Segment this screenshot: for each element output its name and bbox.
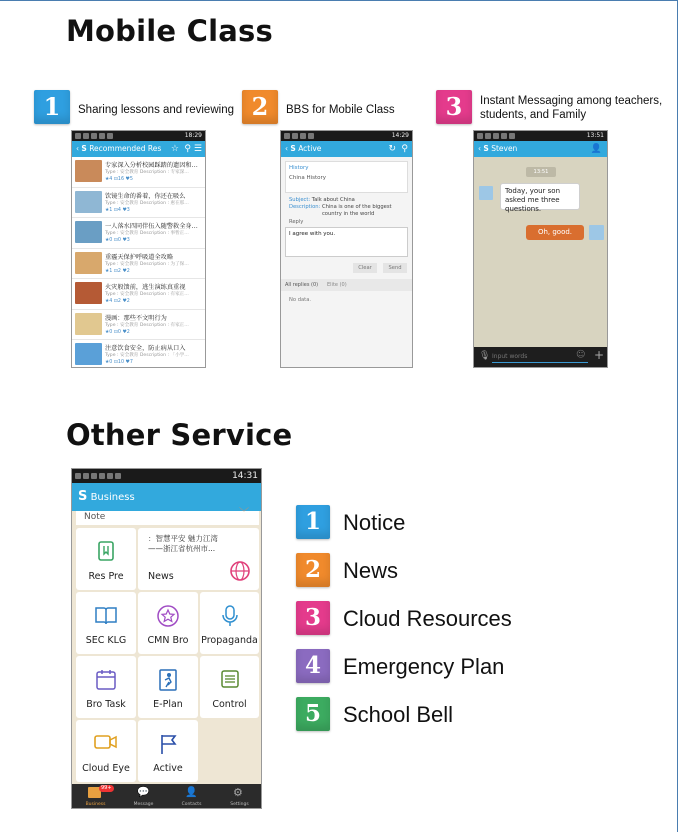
status-time: 18:29 [184, 132, 202, 139]
gear-icon: ⚙ [233, 786, 243, 799]
search-icon[interactable]: ⚲ [184, 144, 191, 154]
item-stats: ★1 ⊡2 ♥2 [105, 268, 130, 274]
resource-list [72, 157, 205, 368]
step-2-text: BBS for Mobile Class [286, 104, 395, 116]
grid-item-label: Propaganda [201, 635, 258, 646]
description-value: China is one of the biggest country in the world [321, 204, 392, 217]
item-desc: Type : 安全教育 Description : 专家深… [105, 170, 189, 175]
thumbnail-image [75, 221, 102, 243]
grid-item-label: Control [212, 699, 247, 710]
item-desc: Type : 安全教育 Description : 事暂正… [105, 231, 189, 236]
grid-item-propaganda[interactable] [200, 592, 259, 654]
plus-icon[interactable]: + [594, 348, 605, 362]
app-bar [72, 141, 205, 157]
item-stats: ★1 ⊡4 ♥3 [105, 207, 130, 213]
app-bar-title: Active [298, 144, 322, 153]
tab-label: Business [85, 802, 106, 807]
service-badge-3: 3 [296, 601, 330, 635]
item-stats: ★0 ⊡0 ♥2 [105, 329, 130, 335]
item-desc: Type : 安全教育 Description : 「小学… [105, 353, 189, 358]
thumbnail-image [75, 313, 102, 335]
star-icon[interactable]: ☆ [170, 144, 179, 154]
phone-business [71, 468, 262, 809]
app-logo-icon: S [78, 489, 88, 504]
app-logo-icon: S [483, 144, 489, 153]
item-desc: Type : 安全教育 Description : 为了保… [105, 261, 189, 267]
incoming-message: Today, your son asked me three questions. [500, 183, 580, 210]
tab-elite[interactable]: Elite (0) [327, 282, 347, 288]
list-item[interactable] [72, 310, 205, 341]
avatar [479, 186, 493, 200]
app-logo-icon: S [290, 144, 296, 153]
open-book-icon [94, 604, 118, 626]
calendar-icon [94, 668, 118, 692]
microphone-icon [219, 604, 241, 628]
grid-item-cloud-eye[interactable] [76, 720, 136, 782]
contact-icon[interactable]: 👤 [590, 144, 602, 154]
service-badge-5: 5 [296, 697, 330, 731]
app-bar-title: Recommended Res [89, 144, 162, 153]
item-title: 重霾天保护呼吸道全攻略 [105, 253, 174, 261]
reply-tabs [281, 279, 413, 291]
step-badge-2: 2 [242, 90, 278, 124]
tab-business[interactable] [72, 784, 119, 808]
outgoing-message: Oh, good. [526, 225, 584, 240]
status-bar [474, 131, 607, 141]
subject-label: Subject: [289, 197, 311, 203]
chat-input-bar [474, 347, 608, 367]
tab-settings[interactable] [216, 784, 262, 808]
list-item[interactable] [72, 279, 205, 310]
item-title: 注意饮食安全，防止病从口入 [105, 345, 186, 352]
bottom-tab-bar [72, 784, 262, 808]
mobile-class-heading: Mobile Class [66, 14, 273, 48]
history-label: History [289, 165, 309, 171]
globe-icon [229, 560, 251, 582]
grid-item-label: News [148, 571, 174, 582]
grid-item-label: SEC KLG [85, 635, 127, 646]
status-time: 14:31 [232, 471, 258, 481]
app-bar-title: Steven [491, 144, 518, 153]
item-title: 饮镜生命的番着，你还在吸么 [105, 192, 186, 200]
phone-chat [473, 130, 608, 368]
grid-area [72, 508, 262, 786]
history-value: China History [289, 175, 327, 181]
service-badge-2: 2 [296, 553, 330, 587]
reply-input[interactable]: I agree with you. [285, 227, 408, 257]
refresh-icon[interactable]: ↻ [388, 144, 396, 154]
status-bar [72, 131, 205, 141]
step-badge-1: 1 [34, 90, 70, 124]
step-badge-3: 3 [436, 90, 472, 124]
post-details [289, 197, 409, 218]
news-headline: ：智慧平安 魅力江湾——浙江省杭州市... [148, 534, 218, 553]
service-label: School Bell [343, 702, 454, 727]
note-strip[interactable] [76, 508, 259, 525]
status-time: 13:51 [586, 132, 604, 139]
service-label: Emergency Plan [343, 654, 505, 679]
notification-badge: 99+ [101, 785, 112, 791]
phone-recommended-res [71, 130, 206, 368]
app-bar [72, 483, 261, 511]
other-service-heading: Other Service [66, 418, 293, 452]
list-item[interactable] [72, 249, 205, 280]
grid-item-label: E-Plan [153, 699, 183, 710]
history-box [285, 161, 408, 193]
app-bar [281, 141, 412, 157]
chevron-down-icon: ﹀ [239, 508, 249, 519]
grid-item-res-pre[interactable] [76, 528, 136, 590]
thumbnail-image [75, 191, 102, 213]
grid-item-label: Bro Task [86, 699, 126, 710]
back-icon[interactable]: ‹ [478, 144, 484, 153]
no-data-text: No data. [289, 297, 312, 303]
running-person-icon [157, 668, 179, 692]
avatar [589, 225, 604, 240]
grid-item-news[interactable] [138, 528, 259, 590]
status-bar [72, 469, 261, 483]
note-label: Note [84, 512, 106, 522]
microphone-icon[interactable]: 🎙 [479, 351, 491, 361]
app-bar [474, 141, 607, 157]
subject-value: Talk about China [311, 197, 355, 203]
list-item[interactable] [72, 218, 205, 249]
book-icon [95, 540, 117, 562]
grid-item-label: CMN Bro [147, 635, 189, 646]
item-desc: Type : 安全教育 Description : 有家正… [105, 292, 189, 297]
back-icon[interactable]: ‹ [76, 144, 82, 153]
status-bar [281, 131, 412, 141]
tab-contacts[interactable] [168, 784, 215, 808]
service-label: News [343, 558, 399, 583]
time-chip: 13:51 [526, 167, 556, 177]
grid-item-cmn-bro[interactable] [138, 592, 198, 654]
flag-icon [157, 732, 179, 756]
person-icon: 👤 [185, 787, 198, 798]
emoji-icon[interactable]: ☺ [576, 350, 586, 360]
item-desc: Type : 安全教育 Description : 有家正… [105, 322, 189, 328]
grid-item-control[interactable] [200, 656, 259, 718]
step-1-text: Sharing lessons and reviewing [78, 104, 234, 116]
item-stats: ★4 ⊡2 ♥2 [105, 299, 130, 304]
status-time: 14:29 [391, 132, 409, 139]
phone-bbs-active [280, 130, 413, 368]
list-item[interactable] [72, 188, 205, 219]
thumbnail-image [75, 252, 102, 274]
list-item[interactable] [72, 340, 205, 368]
reply-label: Reply [289, 219, 304, 225]
thumbnail-image [75, 282, 102, 304]
tab-label: Message [133, 802, 154, 807]
tab-label: Settings [230, 802, 249, 807]
tab-label: Contacts [181, 802, 202, 807]
grid-item-e-plan[interactable] [138, 656, 198, 718]
app-bar-title: Business [90, 492, 135, 503]
grid-item-sec-klg[interactable] [76, 592, 136, 654]
item-title: 专家深入分析校园踩踏的遗因和… [105, 162, 198, 169]
control-panel-icon [219, 668, 241, 690]
grid-item-label: Active [153, 763, 183, 774]
grid-item-label: Cloud Eye [82, 763, 130, 774]
service-label: Cloud Resources [343, 606, 512, 631]
grid-item-label: Res Pre [88, 571, 124, 582]
service-label: Notice [343, 510, 406, 535]
tab-message[interactable] [120, 784, 167, 808]
send-button[interactable]: Send [383, 263, 407, 273]
item-desc: Type : 安全教育 Description : 惠在那… [105, 200, 189, 206]
description-label: Description: [289, 204, 321, 210]
thumbnail-image [75, 160, 102, 182]
menu-icon[interactable]: ☰ [193, 144, 202, 154]
item-title: 漫画：那些不文明行为 [105, 314, 167, 322]
tab-all-replies[interactable]: All replies (0) [285, 282, 319, 288]
message-input[interactable]: Input words [492, 351, 588, 363]
item-title: 火灾般馈前，逃生演练真重视 [105, 284, 186, 291]
back-icon[interactable]: ‹ [285, 144, 291, 153]
search-icon[interactable]: ⚲ [401, 144, 408, 154]
service-badge-1: 1 [296, 505, 330, 539]
service-badge-4: 4 [296, 649, 330, 683]
item-stats: ★0 ⊡0 ♥3 [105, 238, 130, 243]
app-logo-icon: S [81, 144, 87, 153]
thumbnail-image [75, 343, 102, 365]
chat-bubble-icon: 💬 [137, 787, 150, 798]
item-stats: ★4 ⊡16 ♥5 [105, 177, 133, 182]
item-title: 一人落水四同伴伍入随警救全身… [105, 223, 198, 230]
grid-item-active[interactable] [138, 720, 198, 782]
grid-item-bro-task[interactable] [76, 656, 136, 718]
step-3-text: Instant Messaging among teachers, students, and Family [480, 95, 663, 121]
clear-button[interactable]: Clear [353, 263, 377, 273]
video-camera-icon [93, 732, 119, 752]
item-stats: ★0 ⊡10 ♥7 [105, 360, 133, 365]
star-badge-icon [156, 604, 180, 628]
list-item[interactable] [72, 157, 205, 188]
